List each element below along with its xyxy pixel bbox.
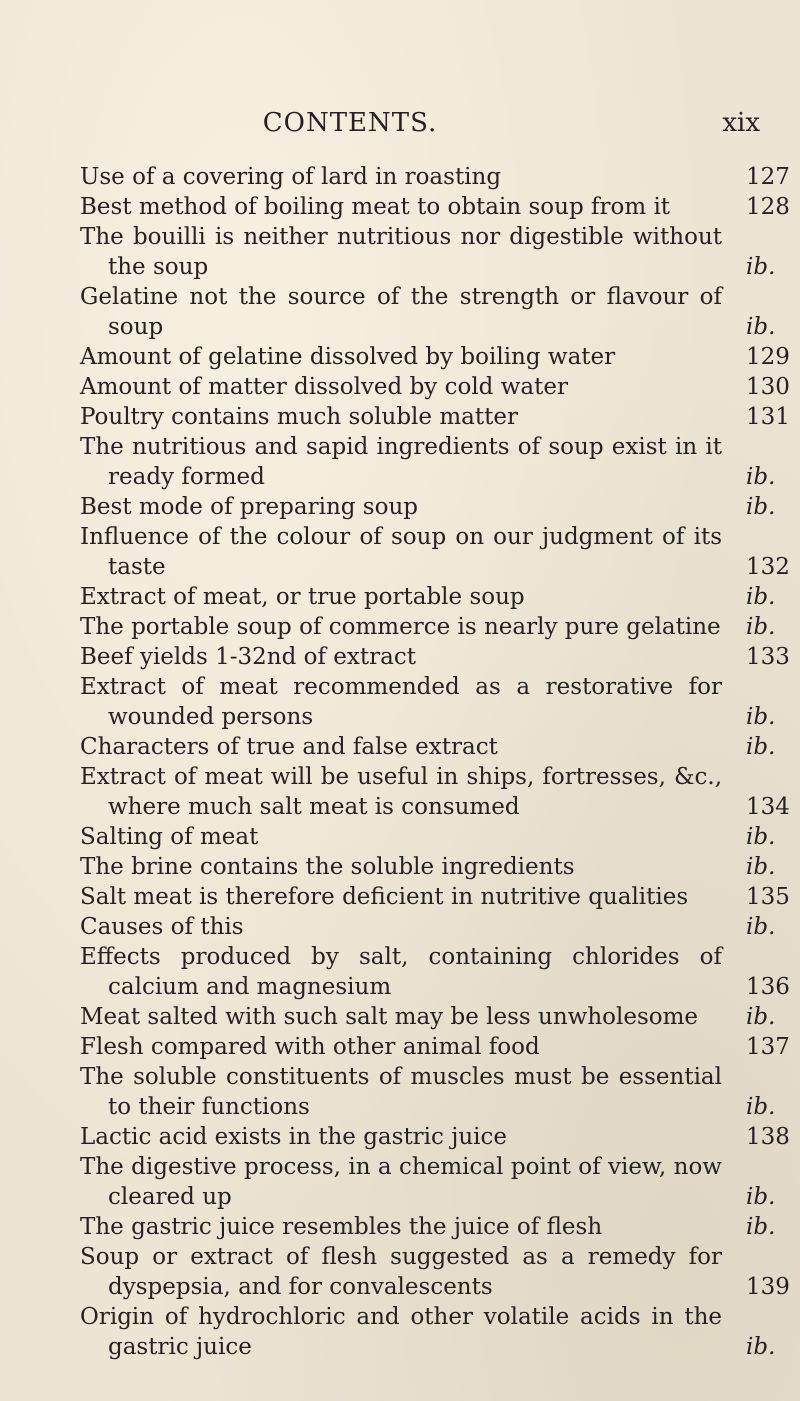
entry-title: Soup or extract of flesh suggested as a remedy for dyspepsia, and for convalescents <box>80 1244 722 1300</box>
contents-entry <box>0 852 800 882</box>
contents-entry <box>0 1032 800 1062</box>
contents-entry <box>0 912 800 942</box>
entry-title: Extract of meat recommended as a restorative for wounded persons <box>80 674 722 730</box>
entry-title: Gelatine not the source of the strength or flavour of soup <box>80 284 722 340</box>
contents-entry <box>0 1152 800 1212</box>
entry-title: Meat salted with such salt may be less unwholesome <box>80 1004 699 1030</box>
entry-title: Causes of this <box>80 914 244 940</box>
entry-page-number: 133 <box>746 644 790 670</box>
contents-entry <box>0 942 800 1002</box>
entry-title: Best mode of preparing soup <box>80 494 418 520</box>
contents-entry <box>0 432 800 492</box>
entry-page-number: ib. <box>746 704 776 730</box>
entry-page-number: ib. <box>746 614 776 640</box>
entry-title: Best method of boiling meat to obtain soup from it <box>80 194 671 220</box>
contents-entry <box>0 1242 800 1302</box>
entry-page-number: ib. <box>746 1094 776 1120</box>
entry-page-number: 130 <box>746 374 790 400</box>
entry-title: Beef yields 1-32nd of extract <box>80 644 416 670</box>
entry-title: Amount of gelatine dissolved by boiling water <box>80 344 616 370</box>
entry-page-number: 129 <box>746 344 790 370</box>
entry-page-number: ib. <box>746 314 776 340</box>
entry-page-number: ib. <box>746 464 776 490</box>
entry-page-number: 135 <box>746 884 790 910</box>
contents-entry <box>0 522 800 582</box>
contents-entry <box>0 882 800 912</box>
entry-title: Extract of meat, or true portable soup <box>80 584 525 610</box>
entry-title: Poultry contains much soluble matter <box>80 404 518 430</box>
entry-title: Origin of hydrochloric and other volatile acids in the gastric juice <box>80 1304 722 1360</box>
contents-entry <box>0 282 800 342</box>
entry-title: The soluble constituents of muscles must be essential to their functions <box>80 1064 722 1120</box>
entry-page-number: ib. <box>746 734 776 760</box>
contents-entry <box>0 222 800 282</box>
contents-entry <box>0 1002 800 1032</box>
entry-page-number: 136 <box>746 974 790 1000</box>
entry-page-number: 127 <box>746 164 790 190</box>
entry-title: The portable soup of commerce is nearly pure gelatine <box>80 614 721 640</box>
entry-title: Influence of the colour of soup on our judgment of its taste <box>80 524 722 580</box>
contents-entry <box>0 342 800 372</box>
contents-entry <box>0 1212 800 1242</box>
page-header <box>0 108 800 148</box>
entry-page-number: ib. <box>746 824 776 850</box>
entry-page-number: ib. <box>746 1004 776 1030</box>
entry-title: Effects produced by salt, containing chlorides of calcium and magnesium <box>80 944 722 1000</box>
entry-title: The digestive process, in a chemical point of view, now cleared up <box>80 1154 722 1210</box>
contents-entry <box>0 612 800 642</box>
contents-entry <box>0 672 800 732</box>
entry-title: The nutritious and sapid ingredients of soup exist in it ready formed <box>80 434 722 490</box>
entry-title: The gastric juice resembles the juice of flesh <box>80 1214 603 1240</box>
entry-page-number: ib. <box>746 914 776 940</box>
entry-title: Salting of meat <box>80 824 259 850</box>
entry-title: Characters of true and false extract <box>80 734 498 760</box>
entry-page-number: 138 <box>746 1124 790 1150</box>
entry-title: Flesh compared with other animal food <box>80 1034 540 1060</box>
contents-entry <box>0 732 800 762</box>
entry-title: The bouilli is neither nutritious nor digestible without the soup <box>80 224 722 280</box>
entry-page-number: ib. <box>746 584 776 610</box>
entry-title: The brine contains the soluble ingredients <box>80 854 575 880</box>
contents-entry <box>0 642 800 672</box>
entry-page-number: 132 <box>746 554 790 580</box>
entry-page-number: 139 <box>746 1274 790 1300</box>
contents-entry <box>0 1302 800 1362</box>
entry-title: Amount of matter dissolved by cold water <box>80 374 568 400</box>
contents-entry <box>0 372 800 402</box>
contents-entry <box>0 822 800 852</box>
entry-page-number: 131 <box>746 404 790 430</box>
contents-entry <box>0 162 800 192</box>
contents-list <box>0 162 800 1362</box>
entry-page-number: ib. <box>746 1214 776 1240</box>
entry-title: Use of a covering of lard in roasting <box>80 164 502 190</box>
entry-title: Extract of meat will be useful in ships, fortresses, &c., where much salt meat is consumed <box>80 764 722 820</box>
entry-page-number: ib. <box>746 1334 776 1360</box>
contents-entry <box>0 402 800 432</box>
entry-title: Salt meat is therefore deficient in nutritive qualities <box>80 884 689 910</box>
entry-page-number: ib. <box>746 1184 776 1210</box>
entry-title: Lactic acid exists in the gastric juice <box>80 1124 508 1150</box>
contents-entry <box>0 1122 800 1152</box>
running-title: CONTENTS. <box>262 108 438 138</box>
contents-entry <box>0 762 800 822</box>
entry-page-number: ib. <box>746 854 776 880</box>
entry-page-number: ib. <box>746 494 776 520</box>
contents-entry <box>0 1062 800 1122</box>
page-number: xix <box>722 108 760 138</box>
entry-page-number: ib. <box>746 254 776 280</box>
entry-page-number: 134 <box>746 794 790 820</box>
contents-entry <box>0 192 800 222</box>
entry-page-number: 128 <box>746 194 790 220</box>
contents-entry <box>0 492 800 522</box>
contents-entry <box>0 582 800 612</box>
entry-page-number: 137 <box>746 1034 790 1060</box>
